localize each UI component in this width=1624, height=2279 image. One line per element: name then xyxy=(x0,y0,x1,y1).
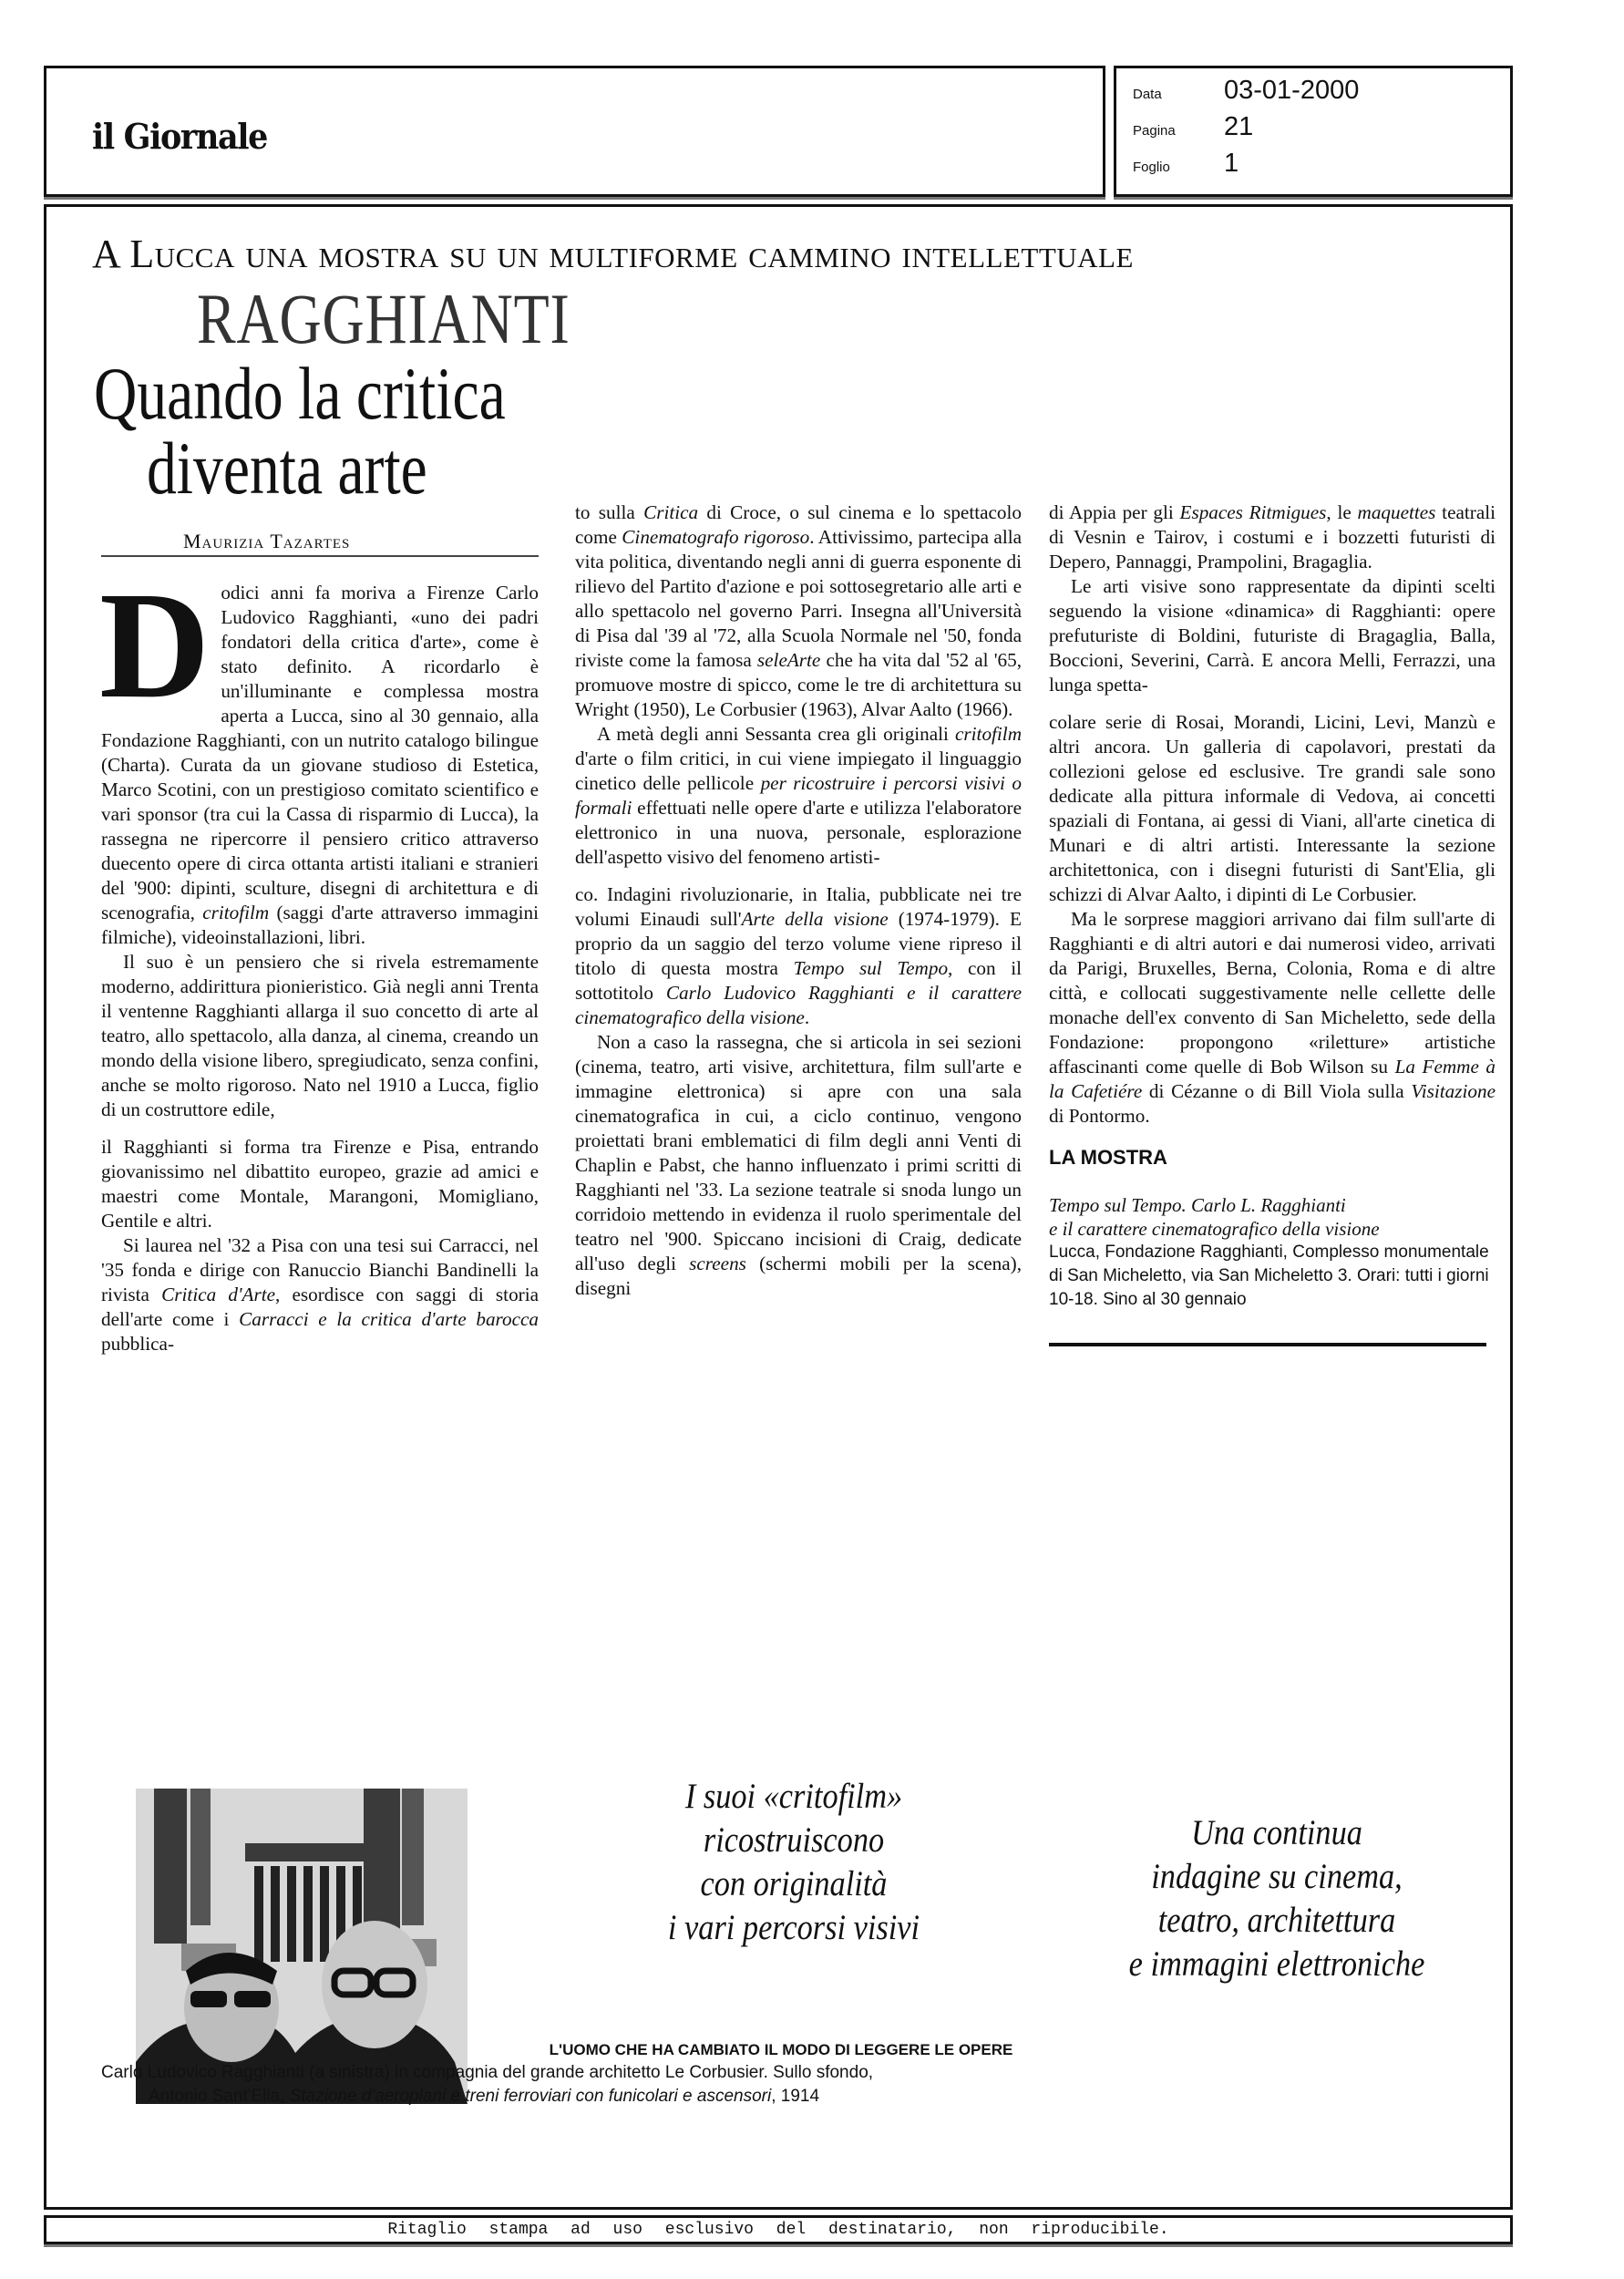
info-box xyxy=(1049,1145,1496,1346)
text-run-italic: Arte della visione xyxy=(741,908,889,930)
kicker-rest: ucca una mostra su un multiforme cammino intellettuale xyxy=(154,232,1134,276)
text-run: A metà degli anni Sessanta crea gli originali xyxy=(597,723,956,745)
pull-quote-line: e immagini elettroniche xyxy=(1128,1944,1425,1984)
text-run-italic: Cinematografo rigoroso xyxy=(622,526,810,548)
paragraph xyxy=(99,561,539,950)
paragraph: Il suo è un pensiero che si rivela estremamente moderno, addirittura pionieristico. Già negli anni Trenta il ventenne Ragghianti allarga il suo concetto di arte al teatro, allo spettacolo, alla danza, al cinema, creando un mondo della visione libero, spregiudicato, senza confini, anche se molto rigoroso. Nato nel 1910 a Lucca, figlio di un costruttore edile, xyxy=(101,951,539,1120)
text-run-italic: per ricostruire i percorsi visivi o formali xyxy=(575,772,1023,819)
meta-date-row xyxy=(1133,76,1359,106)
photo-caption-line-2 xyxy=(149,2087,819,2107)
newspaper-masthead: il Giornale xyxy=(92,116,268,157)
pull-quote-2 xyxy=(1068,1811,1485,1986)
text-run-italic: Carracci e la critica d'arte barocca xyxy=(239,1308,539,1330)
footer-notice: Ritaglio stampa ad uso esclusivo del destinatario, non riproducibile. xyxy=(387,2221,1169,2239)
meta-page-label: Pagina xyxy=(1133,123,1176,139)
pull-quote-line: Una continua xyxy=(1191,1813,1362,1852)
text-run: teatrali di Vesnin e Tairov, i costumi e i bozzetti futuristi di Depero, Pannaggi, Prampolini, Bragaglia. xyxy=(1049,501,1496,572)
paragraph xyxy=(575,882,1022,1030)
text-run-italic: screens xyxy=(689,1253,746,1274)
article-column-1 xyxy=(99,561,540,1356)
pull-quote-line: indagine su cinema, xyxy=(1151,1857,1403,1896)
text-run-italic: Critica xyxy=(643,501,699,523)
paragraph xyxy=(575,500,1022,722)
text-run: co. Indagini rivoluzionarie, in Italia, pubblicate nei tre volumi Einaudi sull' xyxy=(575,883,1022,930)
article-kicker xyxy=(92,231,1514,277)
text-run: , con il sottotitolo xyxy=(575,957,1022,1004)
photo-caption-title: L'UOMO CHE HA CAMBIATO IL MODO DI LEGGERE LE OPERE xyxy=(549,2041,1013,2058)
text-run-italic: Espaces Ritmigues xyxy=(1179,501,1327,523)
article-column-3 xyxy=(1049,500,1496,1346)
text-run: di Cézanne o di Bill Viola sulla xyxy=(1142,1080,1412,1102)
text-run-italic: Carlo Ludovico Ragghianti e il carattere cinematografico della visione xyxy=(575,982,1022,1028)
article-column-2 xyxy=(575,500,1022,1301)
paragraph xyxy=(1049,907,1496,1129)
meta-sheet-row xyxy=(1133,149,1239,179)
paragraph xyxy=(575,1030,1022,1301)
meta-date-label: Data xyxy=(1133,87,1162,102)
headline-name: RAGGHIANTI xyxy=(197,279,570,358)
text-run: pubblica- xyxy=(101,1333,175,1355)
info-box-title: LA MOSTRA xyxy=(1049,1146,1167,1169)
kicker-initial: A L xyxy=(92,232,155,276)
text-run: to sulla xyxy=(575,501,644,523)
header-masthead-box xyxy=(44,66,1105,197)
pull-quote-line: i vari percorsi visivi xyxy=(667,1908,920,1947)
headline-line-2: diventa arte xyxy=(147,427,427,510)
text-run-italic: critofilm xyxy=(955,723,1022,745)
header-meta-box xyxy=(1114,66,1513,197)
paragraph: colare serie di Rosai, Morandi, Licini, Levi, Manzù e altri ancora. Un galleria di capolavori, prestati da collezioni gelose ed esclusive. Tre grandi sale sono dedicate alla pittura informale di Vedova, ai concetti spaziali di Fontana, ai gessi di Viani, all'arte cinetica di Munari e di altri artisti. Interessante la sezione architettonica, con i disegni futuristi di Sant'Elia, gli schizzi di Alvar Aalto, i dipinti di Le Corbusier. xyxy=(1049,711,1496,905)
meta-sheet-value: 1 xyxy=(1224,149,1239,178)
text-run: d'arte o film critici, in cui viene impiegato il linguaggio cinetico delle pellicole xyxy=(575,748,1022,794)
text-run: che ha vita dal '52 al '65, promuove mostre di spicco, come le tre di architettura su Wright (1950), Le Corbusier (1963), Alvar Aalto (1966). xyxy=(575,649,1022,720)
text-run-italic: seleArte xyxy=(756,649,821,671)
text-run: (1974-1979). E proprio da un saggio del terzo volume viene ripreso il titolo di questa mostra xyxy=(575,908,1022,979)
footer-notice-box xyxy=(44,2215,1513,2244)
text-run: . xyxy=(804,1006,810,1028)
info-box-details: Lucca, Fondazione Ragghianti, Complesso monumentale di San Micheletto, via San Micheletto 3. Orari: tutti i giorni 10-18. Sino al 30 gennaio xyxy=(1049,1243,1489,1309)
byline-divider xyxy=(101,555,539,557)
paragraph: il Ragghianti si forma tra Firenze e Pisa, entrando giovanissimo nel dibattito europeo, grazie ad amici e maestri come Montale, Marangoni, Momigliano, Gentile e altri. xyxy=(101,1136,539,1232)
meta-page-row xyxy=(1133,112,1253,142)
text-run-italic: Critica d'Arte xyxy=(161,1284,276,1305)
text-run: , esordisce con saggi di storia dell'arte come i xyxy=(101,1284,540,1330)
text-run: Si laurea nel '32 a Pisa con una tesi sui Carracci, nel '35 fonda e dirige con Ranuccio Bianchi Bandinelli la rivista xyxy=(101,1234,539,1305)
text-run: Non a caso la rassegna, che si articola in sei sezioni (cinema, teatro, arti visive, architettura, film sull'arte e immagine elettronica) si apre con una sala cinematografica in cui, a ciclo continuo, vengono proiettati brani emblematici di film degli anni Venti di Chaplin e Pabst, che hanno influenzato i primi scritti di Ragghianti nel '33. La sezione teatrale si snoda lungo un corridoio mettendo in evidenza il ruolo sperimentale del teatro nel '900. Spiccano incisioni di Craig, dedicate all'uso degli xyxy=(575,1031,1022,1274)
paragraph xyxy=(575,722,1022,870)
text-run-italic: maquettes xyxy=(1357,501,1436,523)
text-run-italic: Visitazione xyxy=(1411,1080,1496,1102)
info-box-exhibition-subtitle: e il carattere cinematografico della visione xyxy=(1049,1218,1380,1240)
caption-artwork-title: Stazione d'aeroplani e treni ferroviari con funicolari e ascensori xyxy=(289,2087,772,2106)
pull-quote-1 xyxy=(585,1775,1002,1950)
text-run: di Croce, o sul cinema e lo spettacolo come xyxy=(575,501,1022,548)
text-run: di Appia per gli xyxy=(1049,501,1180,523)
pull-quote-line: I suoi «critofilm» xyxy=(684,1777,903,1816)
text-run: Ma le sorprese maggiori arrivano dai film sull'arte di Ragghianti e di altri autori e dai numerosi video, arrivati da Parigi, Bruxelles, Berna, Colonia, Roma e di altre città, e collocati suggestivamente nelle cellette delle monache dell'ex convento di San Micheletto, sede della Fondazione: propongono «riletture» artistiche affascinanti come quelle di Bob Wilson su xyxy=(1049,908,1496,1078)
paragraph: Le arti visive sono rappresentate da dipinti scelti seguendo la visione «dinamica» di Ragghianti: opere prefuturiste di Boldini, futuriste di Bragaglia, Balla, Boccioni, Severini, Carrà. E ancora Melli, Ferrazzi, una lunga spetta- xyxy=(1049,575,1496,696)
pull-quote-line: con originalità xyxy=(700,1864,888,1903)
paragraph xyxy=(1049,500,1496,574)
headline-line-1: Quando la critica xyxy=(94,352,506,435)
text-run: . Attivissimo, partecipa alla vita politica, diventando negli anni di guerra esponente di rilievo del Partito d'azione e poi sottosegretario alle arti e allo spettacolo nel governo Parri. Insegna all'Università di Pisa dal '39 al '72, alla Scuola Normale nel '50, fonda riviste come la famosa xyxy=(575,526,1023,671)
meta-page-value: 21 xyxy=(1224,112,1254,141)
drop-cap: D xyxy=(99,561,211,730)
info-box-rule xyxy=(1049,1343,1486,1346)
byline: Maurizia Tazartes xyxy=(183,530,351,552)
text-run: effettuati nelle opere d'arte e utilizza l'elaboratore elettronico in una nuova, personale, esplorazione dell'aspetto visivo del fenomeno artisti- xyxy=(575,797,1022,868)
text-run: (schermi mobili per la scena), disegni xyxy=(575,1253,1023,1299)
info-box-exhibition-title: Tempo sul Tempo. Carlo L. Ragghianti xyxy=(1049,1194,1346,1216)
text-run: odici anni fa moriva a Firenze Carlo Ludovico Ragghianti, «uno dei padri fondatori della critica d'arte», come è stato definito. A ricordarlo è un'illuminante e complessa mostra aperta a Lucca, sino al 30 gennaio, alla Fondazione Ragghianti, con un nutrito catalogo bilingue (Charta). Curata da un giovane studioso di Estetica, Marco Scotini, con un prestigioso comitato scientifico e vari sponsor (tra cui la Cassa di risparmio di Lucca), la rassegna ne ripercorre il pensiero critico attraverso duecento opere di circa ottanta artisti italiani e stranieri del '900: dipinti, sculture, disegni di architettura e di scenografia, xyxy=(101,582,539,923)
caption-text: Antonio Sant'Elia, xyxy=(149,2087,290,2106)
text-run-italic: La Femme à la Cafetiére xyxy=(1049,1056,1496,1102)
paragraph xyxy=(101,1233,539,1356)
text-run: (saggi d'arte attraverso immagini filmiche), videoinstallazioni, libri. xyxy=(101,902,539,948)
text-run-italic: Tempo sul Tempo xyxy=(793,957,949,979)
meta-date-value: 03-01-2000 xyxy=(1224,76,1360,105)
caption-text: , 1914 xyxy=(771,2087,820,2106)
photo-caption-line-1: Carlo Ludovico Ragghianti (a sinistra) in compagnia del grande architetto Le Corbusier. Sullo sfondo, xyxy=(101,2063,874,2082)
meta-sheet-label: Foglio xyxy=(1133,160,1170,175)
text-run: di Pontormo. xyxy=(1049,1105,1150,1127)
text-run-italic: critofilm xyxy=(202,902,270,923)
pull-quote-line: teatro, architettura xyxy=(1157,1901,1396,1940)
article-frame xyxy=(44,204,1513,2210)
text-run: , le xyxy=(1326,501,1358,523)
pull-quote-line: ricostruiscono xyxy=(703,1820,885,1860)
